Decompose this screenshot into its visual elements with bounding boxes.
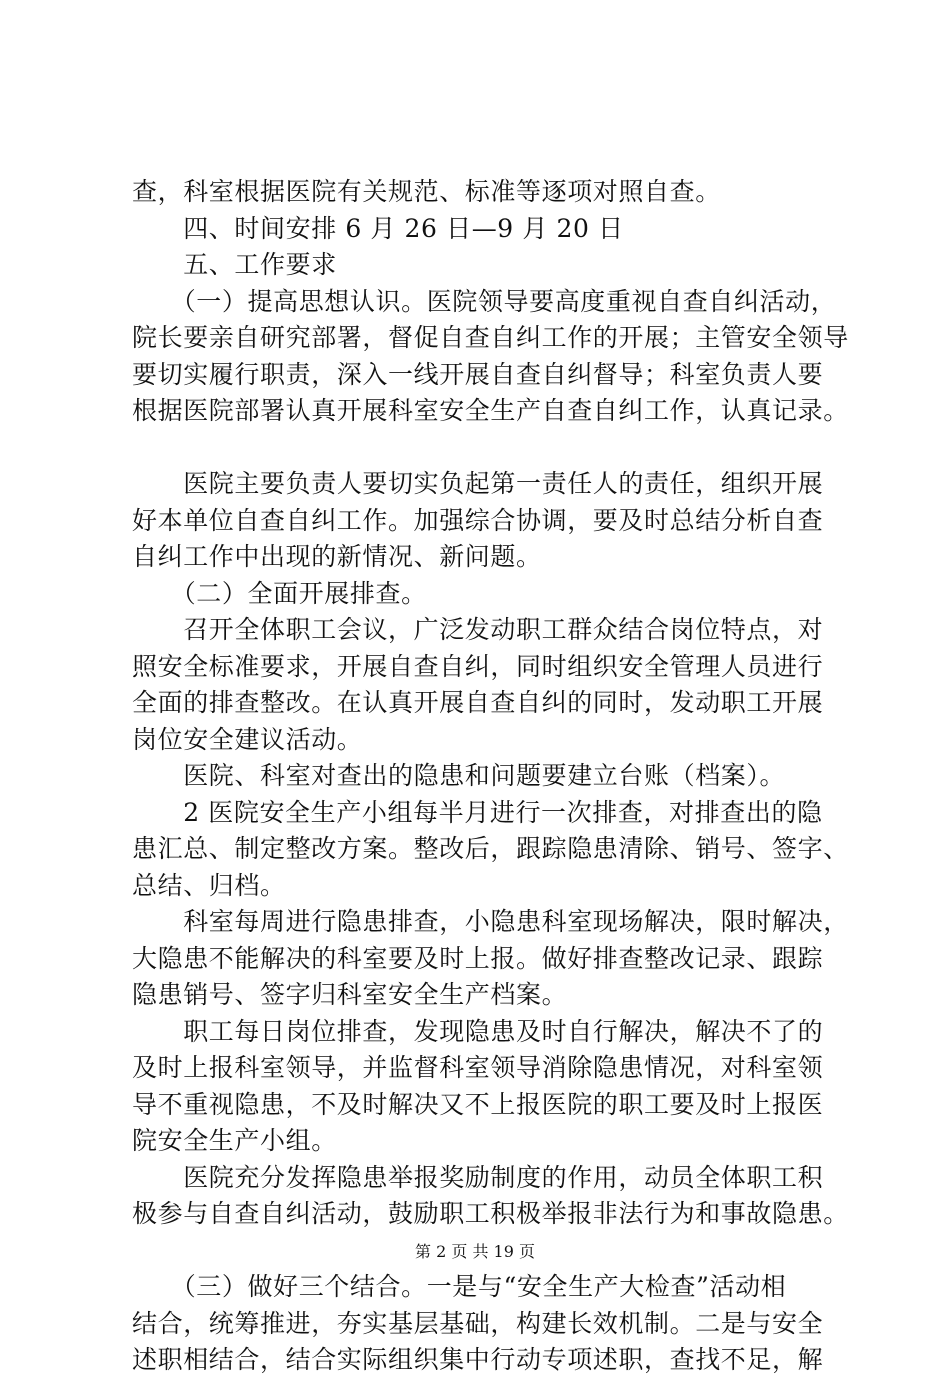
text-line: 2 医院安全生产小组每半月进行一次排查，对排查出的隐 xyxy=(132,797,823,827)
text-line: 照安全标准要求，开展自查自纠，同时组织安全管理人员进行 xyxy=(132,651,824,681)
text-line: 四、时间安排 6 月 26 日—9 月 20 日 xyxy=(132,213,624,243)
page-number-label: 第 2 页 共 19 页 xyxy=(415,1242,535,1261)
text-line: 岗位安全建议活动。 xyxy=(132,724,363,754)
text-line: 职工每日岗位排查，发现隐患及时自行解决，解决不了的 xyxy=(132,1016,824,1046)
text-line: 好本单位自查自纠工作。加强综合协调，要及时总结分析自查 xyxy=(132,505,824,535)
document-body xyxy=(132,174,849,1379)
text-line: 五、工作要求 xyxy=(132,250,337,279)
text-line: 结合，统筹推进，夯实基层基础，构建长效机制。二是与安全 xyxy=(132,1308,824,1338)
text-line: （三）做好三个结合。一是与“安全生产大检查”活动相 xyxy=(132,1272,787,1301)
paragraph-gap xyxy=(132,430,832,467)
text-line: 科室每周进行隐患排查，小隐患科室现场解决，限时解决， xyxy=(132,907,849,936)
page-footer xyxy=(0,1239,950,1262)
text-line: （一）提高思想认识。医院领导要高度重视自查自纠活动， xyxy=(132,286,837,316)
text-line: 总结、归档。 xyxy=(132,870,286,900)
text-line: 述职相结合，结合实际组织集中行动专项述职，查找不足，解 xyxy=(132,1345,824,1374)
text-line: 医院充分发挥隐患举报奖励制度的作用，动员全体职工积 xyxy=(132,1162,824,1192)
text-line: 及时上报科室领导，并监督科室领导消除隐患情况，对科室领 xyxy=(132,1053,824,1082)
text-line: 患汇总、制定整改方案。整改后，跟踪隐患清除、销号、签字、 xyxy=(132,834,849,863)
text-line: 查，科室根据医院有关规范、标准等逐项对照自查。 xyxy=(132,177,721,206)
text-line: 隐患销号、签字归科室安全生产档案。 xyxy=(132,980,568,1009)
text-line: 院长要亲自研究部署，督促自查自纠工作的开展；主管安全领导 xyxy=(132,323,849,352)
text-line: 医院主要负责人要切实负起第一责任人的责任，组织开展 xyxy=(132,469,824,498)
text-line: 导不重视隐患，不及时解决又不上报医院的职工要及时上报医 xyxy=(132,1089,824,1119)
text-line: （二）全面开展排查。 xyxy=(132,578,427,608)
text-line: 大隐患不能解决的科室要及时上报。做好排查整改记录、跟踪 xyxy=(132,943,824,973)
text-line: 根据医院部署认真开展科室安全生产自查自纠工作，认真记录。 xyxy=(132,396,849,425)
text-line: 医院、科室对查出的隐患和问题要建立台账（档案）。 xyxy=(132,761,786,790)
text-line: 要切实履行职责，深入一线开展自查自纠督导；科室负责人要 xyxy=(132,359,824,389)
text-line: 自纠工作中出现的新情况、新问题。 xyxy=(132,542,542,571)
text-line: 极参与自查自纠活动，鼓励职工积极举报非法行为和事故隐患。 xyxy=(132,1199,849,1228)
text-line: 全面的排查整改。在认真开展自查自纠的同时，发动职工开展 xyxy=(132,688,824,717)
text-line: 院安全生产小组。 xyxy=(132,1126,337,1155)
text-line: 召开全体职工会议，广泛发动职工群众结合岗位特点，对 xyxy=(132,615,824,644)
